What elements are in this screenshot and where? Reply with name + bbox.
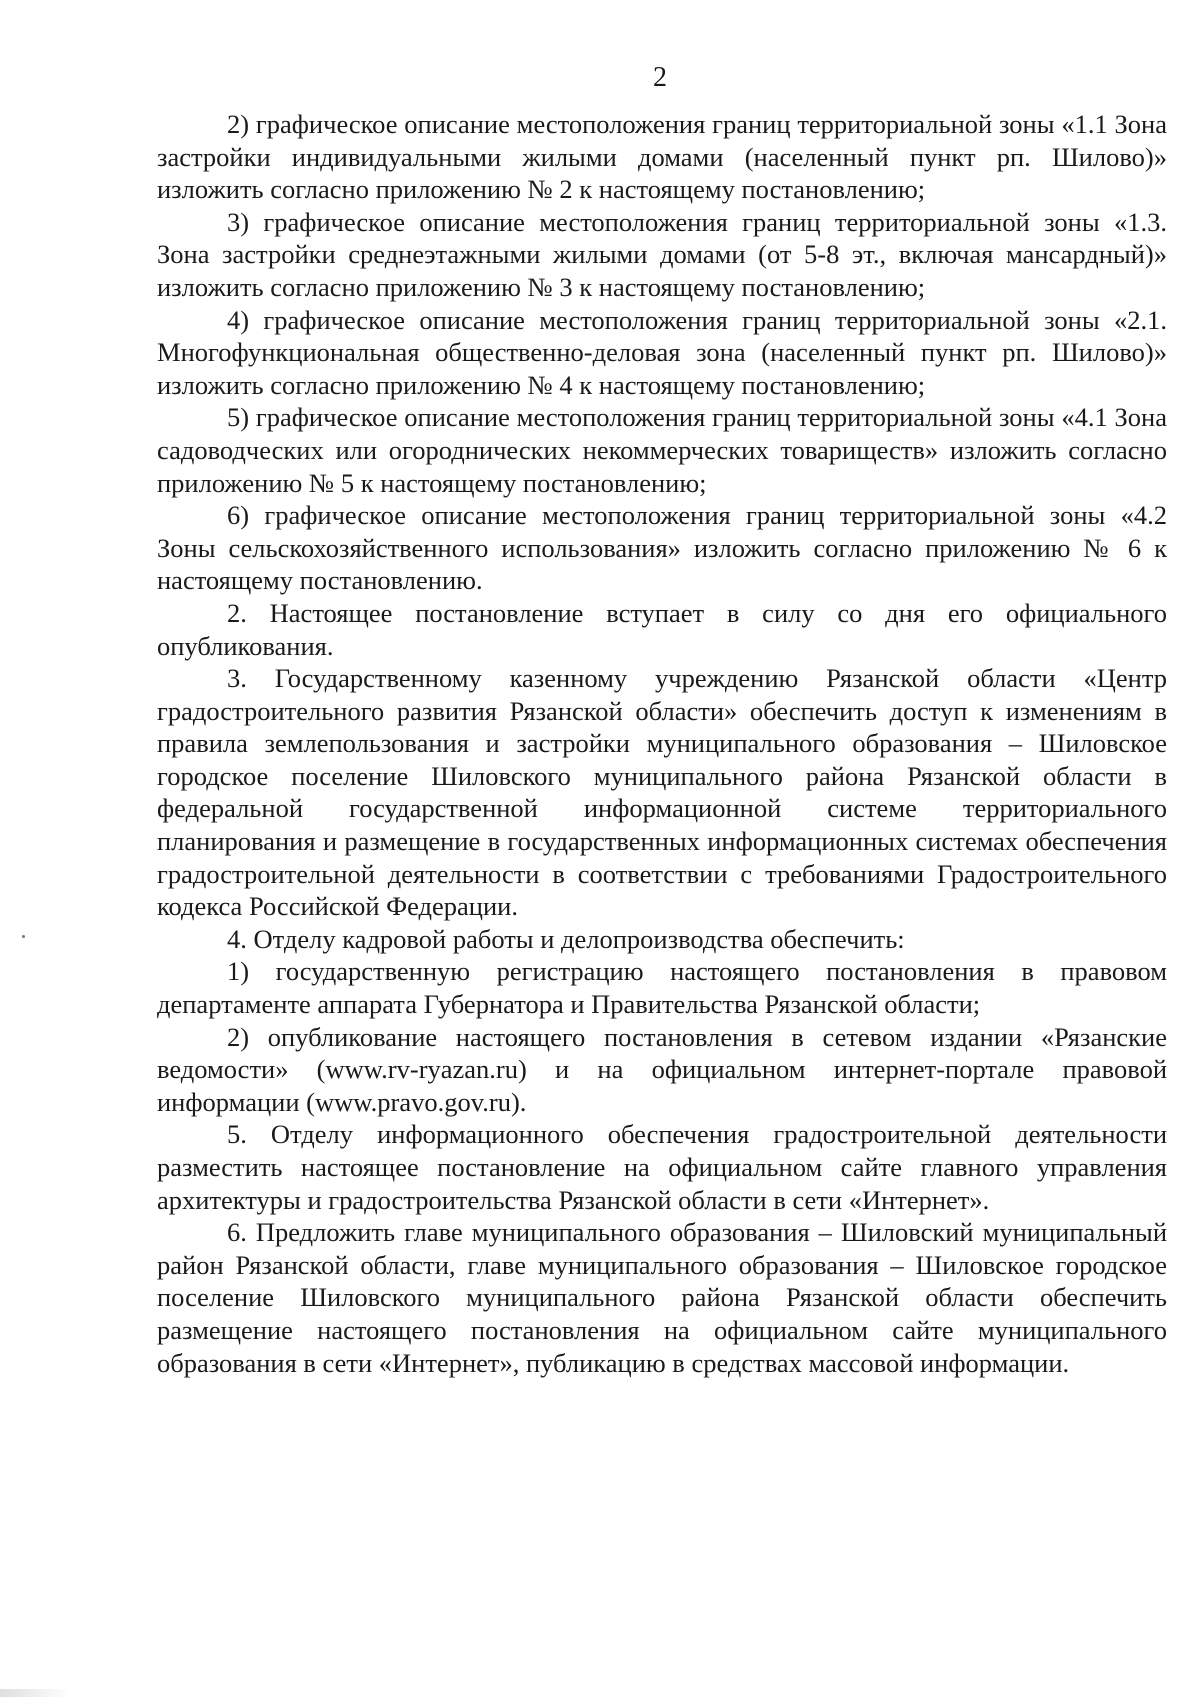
paragraph-subitem-5-zone-4-1: 5) графическое описание местоположения границ территориальной зоны «4.1 Зона садоводческих или огороднических некоммерческих товариществ» изложить согласно приложению № 5 к настоящему постановлению; (157, 402, 1167, 498)
paragraph-subitem-4-zone-2-1: 4) графическое описание местоположения границ территориальной зоны «2.1. Многофункциональная общественно-деловая зона (населенный пункт рп. Шилово)» изложить согласно приложению № 4 к настоящему постановлению; (157, 304, 1167, 400)
document-body (157, 108, 1167, 1379)
paragraph-item-4-subitem-1-registration: 1) государственную регистрацию настоящего постановления в правовом департаменте аппарата Губернатора и Правительства Рязанской области; (157, 956, 1167, 1020)
paragraph-item-5-info-department: 5. Отделу информационного обеспечения градостроительной деятельности разместить настоящее постановление на официальном сайте главного управления архитектуры и градостроительства Рязанской области в сети «Интернет». (157, 1119, 1167, 1215)
scan-artifact-dot (22, 935, 25, 938)
page-number: 2 (653, 62, 667, 93)
paragraph-item-4-hr-department: 4. Отделу кадровой работы и делопроизводства обеспечить: (227, 923, 905, 954)
paragraph-item-2-effective-date: 2. Настоящее постановление вступает в силу со дня его официального опубликования. (157, 597, 1167, 661)
paragraph-item-4-subitem-2-publication: 2) опубликование настоящего постановления в сетевом издании «Рязанские ведомости» (www.rv-ryazan.ru) и на официальном интернет-портале правовой информации (www.pravo.gov.ru). (157, 1021, 1167, 1117)
paragraph-item-6-proposal: 6. Предложить главе муниципального образования – Шиловский муниципальный район Рязанской области, главе муниципального образования – Шиловское городское поселение Шиловского муниципального района Рязанской области обеспечить размещение настоящего постановления на официальном сайте муниципального образования в сети «Интернет», публикацию в средствах массовой информации. (157, 1217, 1167, 1378)
paragraph-item-3-access: 3. Государственному казенному учреждению Рязанской области «Центр градостроительного развития Рязанской области» обеспечить доступ к изменениям в правила землепользования и застройки муниципального образования – Шиловское городское поселение Шиловского муниципального района Рязанской области в федеральной государственной информационной системе территориального планирования и размещение в государственных информационных системах обеспечения градостроительной деятельности в соответствии с требованиями Градостроительного кодекса Российской Федерации. (157, 663, 1167, 922)
paragraph-subitem-6-zone-4-2: 6) графическое описание местоположения границ территориальной зоны «4.2 Зоны сельскохозяйственного использования» изложить согласно приложению № 6 к настоящему постановлению. (157, 500, 1167, 596)
paragraph-subitem-3-zone-1-3: 3) графическое описание местоположения границ территориальной зоны «1.3. Зона застройки среднеэтажными жилыми домами (от 5-8 эт., включая мансардный)» изложить согласно приложению № 3 к настоящему постановлению; (157, 206, 1167, 302)
paragraph-subitem-2-zone-1-1: 2) графическое описание местоположения границ территориальной зоны «1.1 Зона застройки индивидуальными жилыми домами (населенный пункт рп. Шилово)» изложить согласно приложению № 2 к настоящему постановлению; (157, 109, 1167, 205)
scan-artifact-edge (0, 1689, 70, 1697)
